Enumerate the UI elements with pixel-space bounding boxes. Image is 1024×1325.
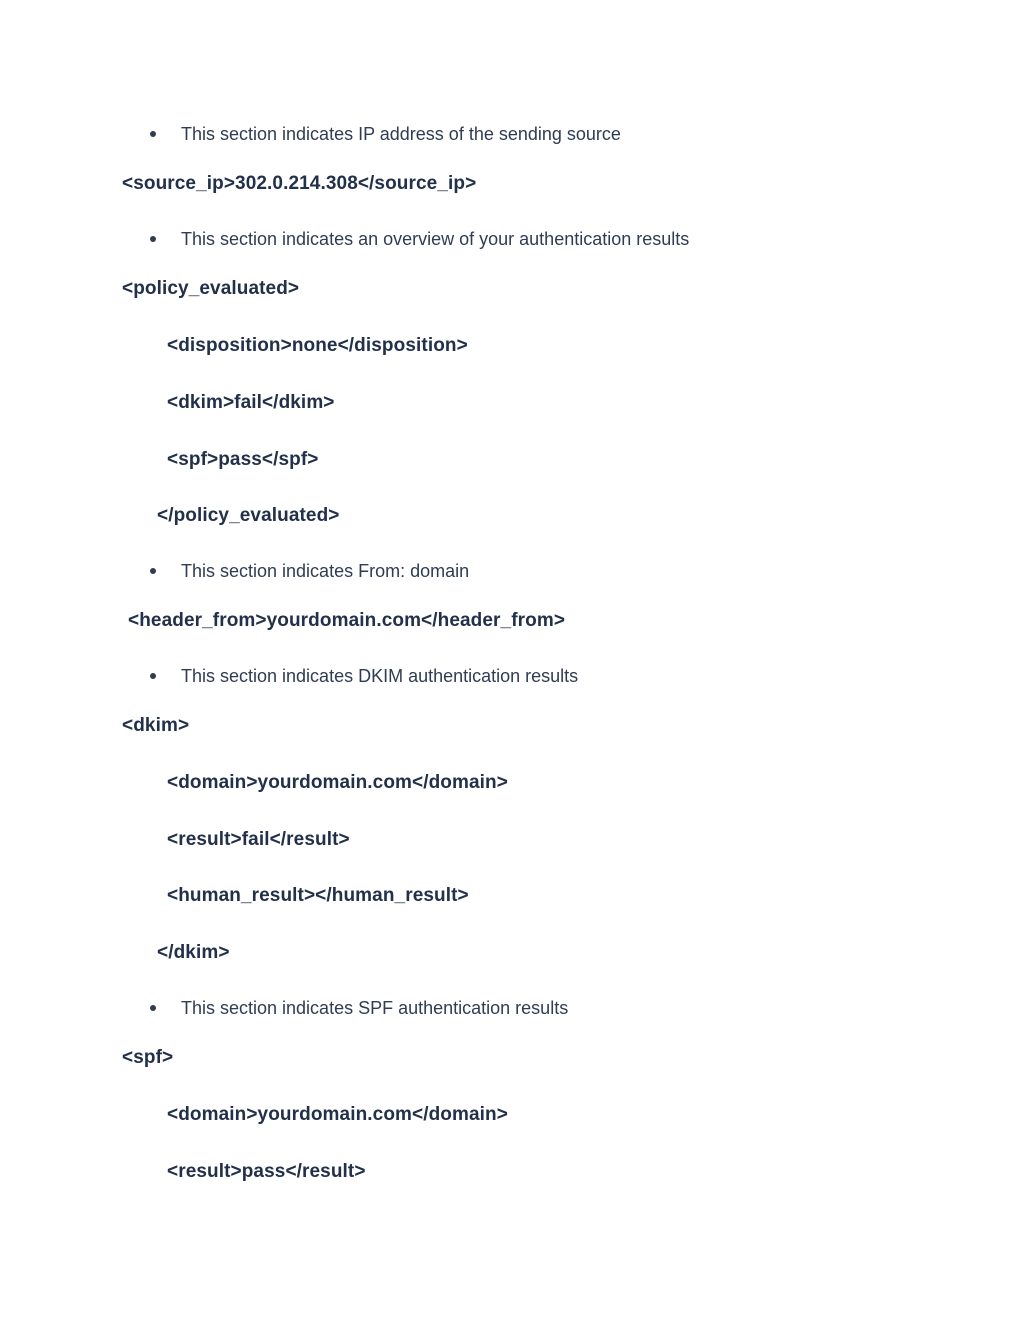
policy-dkim-line: <dkim>fail</dkim>	[167, 392, 335, 413]
dkim-result-line: <result>fail</result>	[167, 829, 350, 850]
policy-description: This section indicates an overview of your authentication results	[181, 229, 690, 249]
bullet-icon	[150, 236, 156, 242]
header-from-description: This section indicates From: domain	[181, 561, 470, 581]
policy-close-tag: </policy_evaluated>	[157, 505, 340, 526]
spf-description: This section indicates SPF authentication results	[181, 998, 569, 1018]
bullet-icon	[150, 1005, 156, 1011]
dkim-close-tag: </dkim>	[157, 942, 230, 963]
header-from-line: <header_from>yourdomain.com</header_from>	[128, 610, 566, 631]
dkim-open-tag: <dkim>	[122, 715, 190, 736]
spf-open-tag: <spf>	[122, 1047, 174, 1068]
spf-result-line: <result>pass</result>	[167, 1161, 366, 1182]
bullet-icon	[150, 568, 156, 574]
bullet-icon	[150, 673, 156, 679]
dkim-domain-line: <domain>yourdomain.com</domain>	[167, 772, 508, 793]
dkim-description: This section indicates DKIM authentication results	[181, 666, 579, 686]
policy-open-tag: <policy_evaluated>	[122, 278, 300, 299]
spf-domain-line: <domain>yourdomain.com</domain>	[167, 1104, 508, 1125]
dkim-human-result-line: <human_result></human_result>	[167, 885, 469, 906]
source-ip-line: <source_ip>302.0.214.308</source_ip>	[122, 173, 477, 194]
source-ip-description: This section indicates IP address of the sending source	[181, 124, 621, 144]
policy-spf-line: <spf>pass</spf>	[167, 449, 319, 470]
bullet-icon	[150, 131, 156, 137]
policy-disposition-line: <disposition>none</disposition>	[167, 335, 468, 356]
